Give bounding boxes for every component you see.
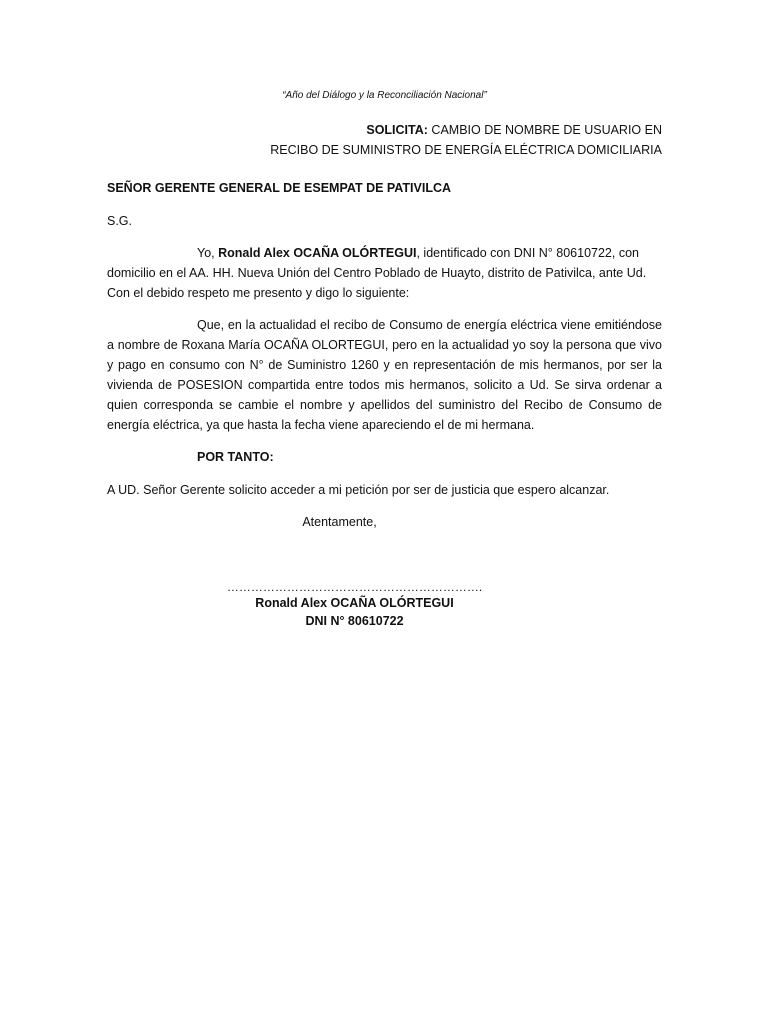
subject-line-2: RECIBO DE SUMINISTRO DE ENERGÍA ELÉCTRICA DOMICILIARIA (270, 143, 662, 157)
intro-paragraph (107, 243, 662, 303)
signer-dni: DNI N° 80610722 (305, 614, 404, 628)
closing-text: Atentamente, (302, 515, 377, 529)
subject-line-1 (107, 120, 662, 140)
subject-label: SOLICITA: (366, 123, 428, 137)
subject-block (107, 120, 662, 160)
subject-text: CAMBIO DE NOMBRE DE USUARIO EN (427, 123, 662, 137)
por-tanto-heading: POR TANTO: (197, 450, 274, 464)
intro-text: , identificado con DNI N° 80610722, con domicilio en el AA. HH. Nueva Unión del Centro Poblado de Huayto, distrito de Pativilca, ante Ud. Con el debido respeto me presento y digo lo siguiente: (107, 246, 647, 300)
intro-prefix: Yo, (197, 246, 219, 260)
year-motto: “Año del Diálogo y la Reconciliación Nacional” (282, 90, 487, 101)
letter-body (107, 88, 662, 630)
body-paragraph: Que, en la actualidad el recibo de Consumo de energía eléctrica viene emitiéndose a nombre de Roxana María OCAÑA OLORTEGUI, pero en la actualidad yo soy la persona que vivo y pago en consumo con N° de Suministro 1260 y en representación de mis hermanos, por ser la vivienda de POSESION compartida entre todos mis hermanos, solicito a Ud. Se sirva ordenar a quien corresponda se cambie el nombre y apellidos del suministro del Recibo de Consumo de energía eléctrica, ya que hasta la fecha viene apareciendo el de mi hermana. (107, 318, 662, 432)
addressee: SEÑOR GERENTE GENERAL DE ESEMPAT DE PATIVILCA (107, 181, 452, 195)
request-paragraph: A UD. Señor Gerente solicito acceder a mi petición por ser de justicia que espero alcanzar. (107, 483, 610, 497)
signature-block (47, 580, 662, 630)
signature-line: ………………………………………………………. (226, 580, 483, 594)
signer-name: Ronald Alex OCAÑA OLÓRTEGUI (255, 596, 454, 610)
salutation: S.G. (107, 214, 133, 228)
applicant-name: Ronald Alex OCAÑA OLÓRTEGUI (218, 246, 417, 260)
